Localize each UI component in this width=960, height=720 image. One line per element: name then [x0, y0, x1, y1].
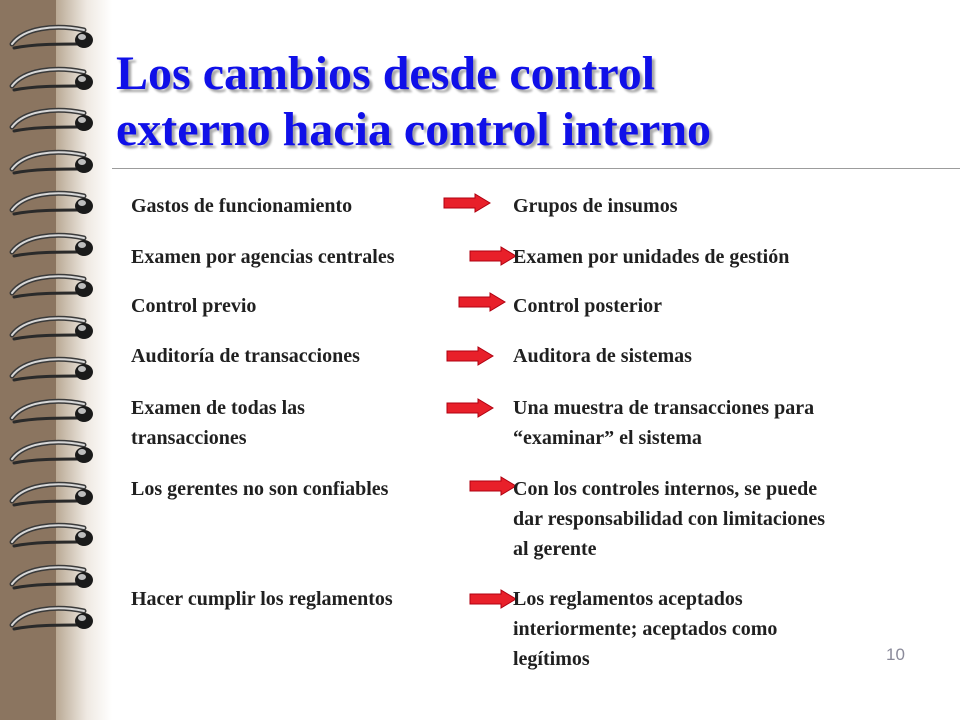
to-text-5: [513, 393, 814, 453]
to-text-3: Control posterior: [513, 295, 663, 317]
right-arrow-icon: [446, 398, 494, 418]
spiral-ring-icon: [4, 396, 96, 430]
spiral-ring-icon: [4, 188, 96, 222]
spiral-ring-icon: [4, 105, 96, 139]
title-line-1: Los cambios desde control: [116, 47, 656, 100]
spiral-ring-icon: [4, 230, 96, 264]
to-text-6: [513, 474, 825, 564]
spiral-ring-icon: [4, 603, 96, 637]
spiral-ring-icon: [4, 64, 96, 98]
to-text-4: Auditora de sistemas: [513, 345, 692, 367]
spiral-ring-icon: [4, 562, 96, 596]
spiral-ring-icon: [4, 437, 96, 471]
spiral-ring-icon: [4, 22, 96, 56]
to-line-6-3: al gerente: [513, 538, 597, 560]
spiral-ring-icon: [4, 313, 96, 347]
slide-number: 10: [886, 645, 905, 664]
from-text-6: Los gerentes no son confiables: [131, 478, 389, 500]
right-arrow-icon: [469, 246, 517, 266]
title-line-2: externo hacia control interno: [116, 103, 712, 156]
from-text-1: Gastos de funcionamiento: [131, 195, 353, 217]
right-arrow-icon: [446, 346, 494, 366]
right-arrow-icon: [443, 193, 491, 213]
to-line-7-1: Los reglamentos aceptados: [513, 588, 743, 610]
right-arrow-icon: [469, 476, 517, 496]
title-divider: [112, 168, 960, 169]
to-line-7-3: legítimos: [513, 648, 590, 670]
to-text-2: Examen por unidades de gestión: [513, 246, 790, 268]
spiral-ring-icon: [4, 354, 96, 388]
to-line-6-2: dar responsabilidad con limitaciones: [513, 508, 826, 530]
spiral-ring-icon: [4, 147, 96, 181]
from-text-7: Hacer cumplir los reglamentos: [131, 588, 393, 610]
from-text-2: Examen por agencias centrales: [131, 246, 395, 268]
from-line-5-1: Examen de todas las: [131, 397, 305, 419]
to-line-5-1: Una muestra de transacciones para: [513, 397, 815, 419]
from-line-5-2: transacciones: [131, 427, 247, 449]
to-line-6-1: Con los controles internos, se puede: [513, 478, 818, 500]
right-arrow-icon: [469, 589, 517, 609]
to-text-1: Grupos de insumos: [513, 195, 678, 217]
to-line-7-2: interiormente; aceptados como: [513, 618, 778, 640]
spiral-ring-icon: [4, 271, 96, 305]
from-text-4: Auditoría de transacciones: [131, 345, 360, 367]
slide-title: [116, 46, 711, 158]
spiral-ring-icon: [4, 479, 96, 513]
to-line-5-2: “examinar” el sistema: [513, 427, 702, 449]
right-arrow-icon: [458, 292, 506, 312]
to-text-7: [513, 584, 777, 674]
spiral-ring-icon: [4, 520, 96, 554]
from-text-5: [131, 393, 305, 453]
from-text-3: Control previo: [131, 295, 257, 317]
